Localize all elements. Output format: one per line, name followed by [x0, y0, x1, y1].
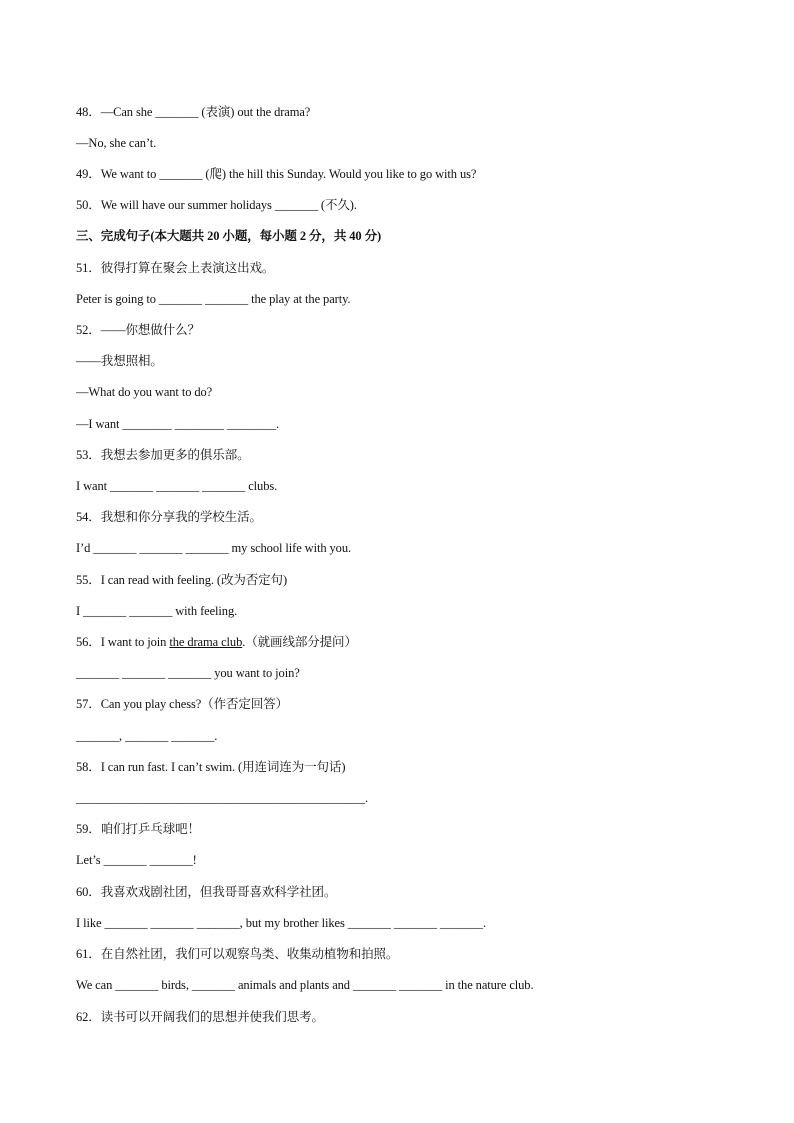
q55-blank-line: I _______ _______ with feeling.: [76, 604, 238, 618]
q50-text: 50．We will have our summer holidays _______ (不久).: [76, 198, 357, 212]
q56-prompt: [76, 634, 357, 650]
q59-blank-line: Let’s _______ _______!: [76, 853, 197, 867]
q62-prompt: 62．读书可以开阔我们的思想并使我们思考。: [76, 1010, 324, 1024]
q51-prompt: 51．彼得打算在聚会上表演这出戏。: [76, 261, 275, 275]
q51-blank-line: Peter is going to _______ _______ the play at the party.: [76, 292, 351, 306]
q53-blank-line: I want _______ _______ _______ clubs.: [76, 479, 278, 493]
q52-english-question: —What do you want to do?: [76, 385, 213, 399]
section-three-heading: 三、完成句子(本大题共 20 小题，每小题 2 分，共 40 分): [76, 229, 382, 243]
q56-prompt-suffix: .（就画线部分提问）: [242, 635, 357, 649]
q59-prompt: 59．咱们打乒乓球吧！: [76, 822, 200, 836]
q61-blank-line: We can _______ birds, _______ animals and plants and _______ _______ in the nature club.: [76, 978, 534, 992]
q54-blank-line: I’d _______ _______ _______ my school life with you.: [76, 541, 351, 555]
q48-text: 48．—Can she _______ (表演) out the drama?: [76, 105, 311, 119]
q60-blank-line: I like _______ _______ _______, but my brother likes _______ _______ _______.: [76, 916, 486, 930]
q53-prompt: 53．我想去参加更多的俱乐部。: [76, 448, 250, 462]
q58-prompt: 58．I can run fast. I can’t swim. (用连词连为一句话): [76, 760, 346, 774]
q52-prompt-answer: ——我想照相。: [76, 354, 163, 368]
q55-prompt: 55．I can read with feeling. (改为否定句): [76, 573, 288, 587]
q52-blank-line: —I want ________ ________ ________.: [76, 417, 280, 431]
q56-underlined-phrase: the drama club: [169, 635, 243, 649]
q52-prompt-question: 52．——你想做什么？: [76, 323, 200, 337]
q48-answer-text: —No, she can’t.: [76, 136, 157, 150]
q57-prompt: 57．Can you play chess?（作否定回答）: [76, 697, 289, 711]
q61-prompt: 61．在自然社团，我们可以观察鸟类、收集动植物和拍照。: [76, 947, 399, 961]
q54-prompt: 54．我想和你分享我的学校生活。: [76, 510, 262, 524]
q60-prompt: 60．我喜欢戏剧社团，但我哥哥喜欢科学社团。: [76, 885, 337, 899]
q57-blank-line: _______, _______ _______.: [76, 729, 218, 743]
q56-prompt-prefix: 56．I want to join: [76, 635, 170, 649]
q49-text: 49．We want to _______ (爬) the hill this Sunday. Would you like to go with us?: [76, 167, 477, 181]
q58-blank-line: _______________________________________________.: [76, 791, 369, 805]
q56-blank-line: _______ _______ _______ you want to join?: [76, 666, 300, 680]
